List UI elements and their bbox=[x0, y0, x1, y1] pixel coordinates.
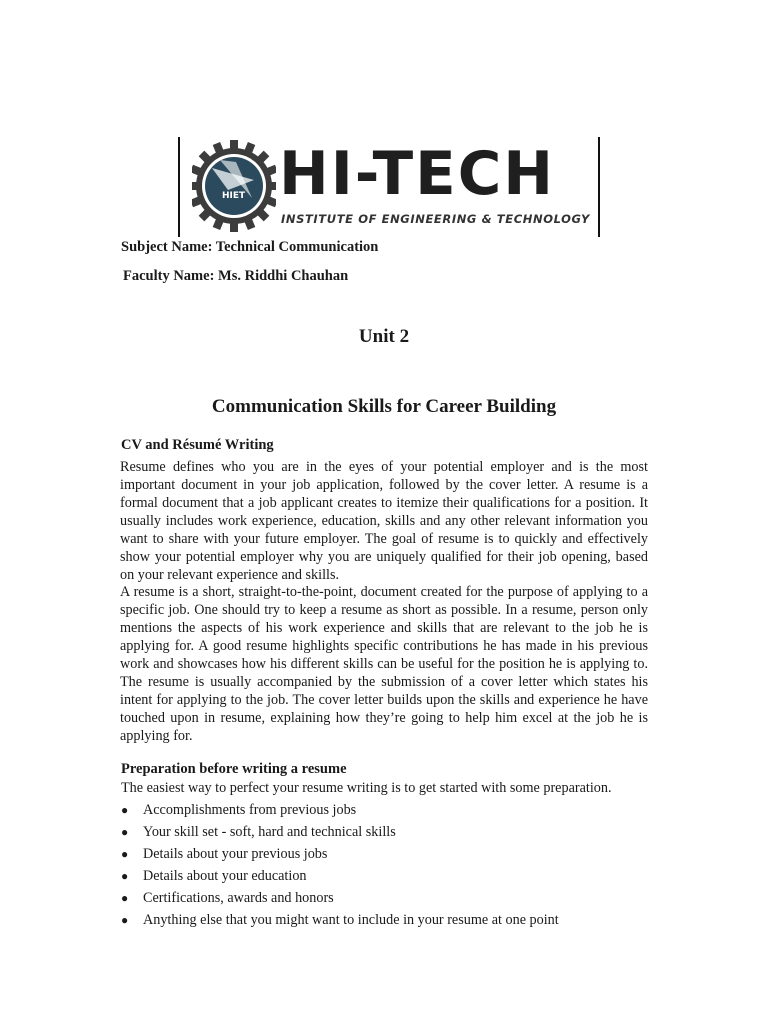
paragraph-resume-purpose: A resume is a short, straight-to-the-point, document created for the purpose of applying to a specific job. One should try to keep a resume as short as possible. In a resume, person only mentions the aspects of his work experience and skills that are relevant to the job he is applying for. A good resume highlights specific contributions he has made in his previous work and showcases how his different skills can be useful for the position he is applying to. The resume is usually accompanied by the submission of a cover letter which states his intent for applying to the job. The cover letter builds upon the skills and experience he have touched upon in resume, explaining how they’re going to help him excel at the job he is applying for. bbox=[120, 584, 648, 744]
bullet-icon: ● bbox=[121, 891, 129, 905]
section-heading-preparation: Preparation before writing a resume bbox=[121, 761, 347, 777]
institute-logo bbox=[176, 137, 604, 237]
gear-seal-icon bbox=[192, 139, 276, 233]
unit-title: Unit 2 bbox=[358, 326, 410, 347]
list-item: ● Anything else that you might want to include in your resume at one point bbox=[121, 912, 559, 928]
paragraph-resume-definition: Resume defines who you are in the eyes of your potential employer and is the most important document in your job application, followed by the cover letter. A resume is a formal document that a job applicant creates to itemize their qualifications for a position. It usually includes work experience, education, skills and any other relevant information you want to share with your future employer. The goal of resume is to quickly and effectively show your potential employer why you are uniquely qualified for their job opening, based on your relevant experience and skills. bbox=[120, 459, 648, 583]
bullet-icon: ● bbox=[121, 825, 129, 839]
bullet-icon: ● bbox=[121, 847, 129, 861]
bullet-icon: ● bbox=[121, 913, 129, 927]
logo-tagline: INSTITUTE OF ENGINEERING & TECHNOLOGY bbox=[281, 212, 590, 226]
logo-right-rule bbox=[598, 137, 600, 237]
logo-left-rule bbox=[178, 137, 180, 237]
list-item: ● Details about your education bbox=[121, 868, 307, 884]
bullet-icon: ● bbox=[121, 803, 129, 817]
list-item: ● Certifications, awards and honors bbox=[121, 890, 334, 906]
preparation-intro: The easiest way to perfect your resume writing is to get started with some preparation. bbox=[121, 780, 612, 796]
preparation-list bbox=[121, 801, 661, 933]
faculty-name: Faculty Name: Ms. Riddhi Chauhan bbox=[123, 268, 349, 284]
section-heading-cv: CV and Résumé Writing bbox=[121, 437, 274, 453]
list-item: ● Your skill set - soft, hard and technical skills bbox=[121, 824, 396, 840]
svg-text:HIET: HIET bbox=[222, 191, 246, 201]
list-item: ● Accomplishments from previous jobs bbox=[121, 802, 357, 818]
subject-name: Subject Name: Technical Communication bbox=[121, 239, 379, 255]
chapter-title: Communication Skills for Career Building bbox=[211, 396, 557, 417]
list-item: ● Details about your previous jobs bbox=[121, 846, 328, 862]
bullet-icon: ● bbox=[121, 869, 129, 883]
logo-brand-text: HI-TECH bbox=[279, 139, 556, 209]
